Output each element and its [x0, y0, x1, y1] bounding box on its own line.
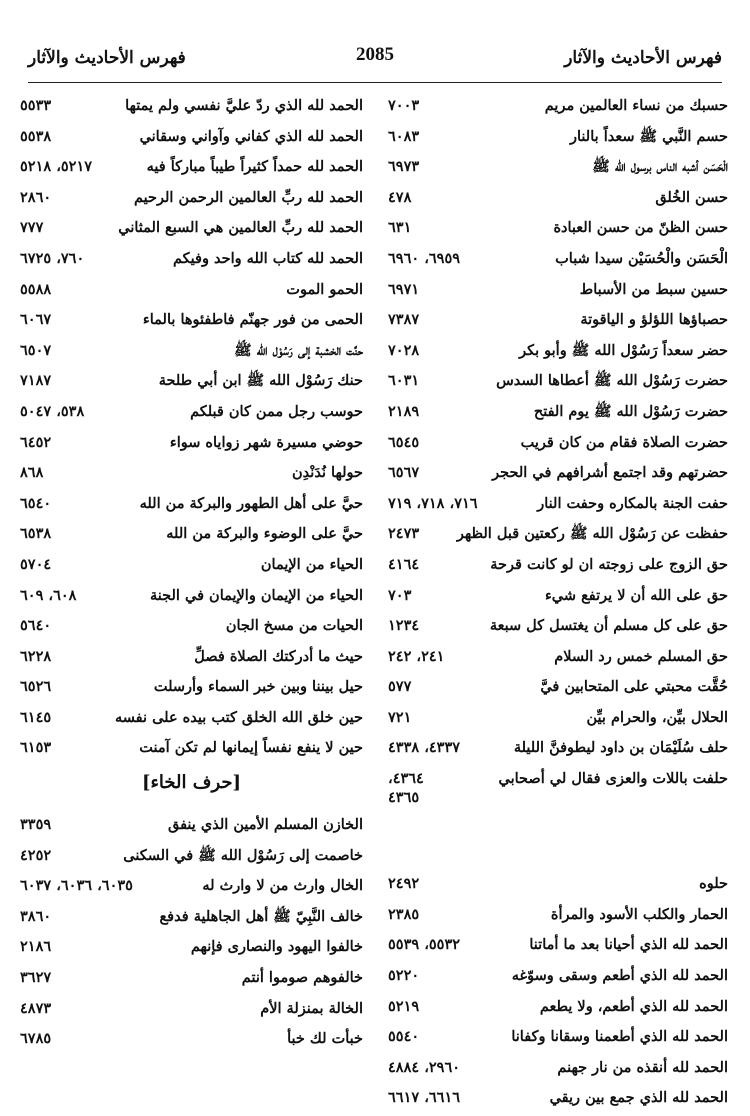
entry-refs: ٦٢٢٨	[20, 647, 52, 665]
entry-text: حيَّ على الوضوء والبركة من الله	[166, 525, 363, 543]
entry-refs: ٦٧٨٥	[20, 1030, 52, 1048]
entry-text: حوسب رجل ممن كان قبلكم	[190, 402, 363, 420]
entry-refs: ٧٣٨٧	[388, 311, 420, 329]
entry-refs: ٦٤٥٢	[20, 433, 52, 451]
page-header	[28, 42, 722, 83]
entry-text: حسم النَّبي ﷺ سعداً بالنار	[570, 127, 728, 145]
entry-text: حضرت الصلاة فقام من كان قريب	[520, 433, 728, 451]
index-entry	[20, 902, 363, 933]
index-entry	[20, 458, 363, 489]
index-entry	[388, 703, 728, 734]
entry-refs: ٦٥٣٨	[20, 525, 52, 543]
index-entry	[388, 213, 728, 244]
entry-text: الحمو الموت	[286, 280, 363, 298]
entry-text: حُقَّت محبتي على المتحابين فيَّ	[540, 678, 728, 696]
index-entry	[388, 581, 728, 612]
index-entry	[388, 900, 728, 931]
entry-refs: ٦١٥٣	[20, 739, 52, 757]
entry-text: حوضي مسيرة شهر زواياه سواء	[169, 433, 363, 451]
index-entry	[20, 397, 363, 428]
entry-text: الحمد لله الذي أطعم وسقى وسوّغه	[511, 967, 728, 985]
index-entry	[388, 672, 728, 703]
index-entry	[20, 733, 363, 764]
entry-refs: ٣٨٦٠	[20, 907, 52, 925]
entry-refs: ٢١٨٦	[20, 938, 52, 956]
entry-text: حيث ما أدركتك الصلاة فصلِّ	[194, 647, 363, 665]
entry-text: الحمد لله الذي أطعم، ولا يطعم	[539, 997, 728, 1015]
index-entry	[388, 489, 728, 520]
index-entry	[20, 213, 363, 244]
entry-refs: ٥٥٣٨	[20, 127, 52, 145]
entry-refs: ٥٢١٧، ٥٢١٨	[20, 158, 93, 176]
entry-refs: ٢٤٩٢	[388, 875, 420, 893]
section-heading-row	[20, 764, 363, 810]
entry-refs: ٦٥٠٧	[20, 341, 52, 359]
index-entry	[388, 992, 728, 1023]
entry-text: خالف النَّبِيّ ﷺ أهل الجاهلية فدفع	[159, 907, 363, 925]
entry-text: الْحَسَن والْحُسَيْن سيدا شباب	[555, 249, 728, 267]
entry-refs: ٨٦٨	[20, 464, 44, 482]
entry-refs: ٧٠٢٨	[388, 341, 420, 359]
entry-text: حضر سعداً رَسُوْل الله ﷺ وأبو بكر	[519, 341, 728, 359]
entry-refs: ٢٤١، ٢٤٢	[388, 647, 445, 665]
index-entry	[388, 458, 728, 489]
entry-refs: ٥٧٧	[388, 678, 412, 696]
index-entry	[388, 122, 728, 153]
index-entry	[388, 305, 728, 336]
entry-text: حيل بيننا وبين خبر السماء وأرسلت	[153, 678, 363, 696]
entry-text: خالفوهم صوموا أنتم	[241, 969, 363, 987]
entry-refs: ٣٦٢٧	[20, 969, 52, 987]
entry-text: الحمد لله حمداً كثيراً طيباً مباركاً فيه	[146, 158, 363, 176]
entry-refs: ٦٠٨، ٦٠٩	[20, 586, 77, 604]
entry-text: حسين سبط من الأسباط	[579, 280, 728, 298]
index-entry	[388, 397, 728, 428]
entry-text: الحمى من فور جهنّم فاطفئوها بالماء	[142, 311, 363, 329]
entry-refs: ١٢٣٤	[388, 617, 420, 635]
index-entry	[388, 611, 728, 642]
entry-text: خالفوا اليهود والنصارى فإنهم	[190, 938, 363, 956]
index-entry	[20, 122, 363, 153]
entry-text: حفت الجنة بالمكاره وحفت النار	[537, 494, 728, 512]
index-entry	[20, 550, 363, 581]
index-entry	[388, 519, 728, 550]
entry-refs: ٣٣٥٩	[20, 816, 52, 834]
entry-text: الحمد لله الذي أحيانا بعد ما أماتنا	[529, 936, 728, 954]
index-entry	[20, 152, 363, 183]
index-entry	[20, 91, 363, 122]
index-entry	[388, 152, 728, 183]
entry-text: حضرتهم وقد اجتمع أشرافهم في الحجر	[492, 464, 728, 482]
entry-text: الْحَسَن أشبه الناس برسول الله ﷺ	[592, 158, 728, 176]
entry-text: حضرت رَسُوْل الله ﷺ أعطاها السدس	[496, 372, 728, 390]
page-number: 2085	[356, 44, 394, 65]
entry-refs: ٤١٦٤	[388, 555, 420, 573]
running-title-right: فهرس الأحاديث والآثار	[564, 48, 722, 68]
entry-text: حصباؤها اللؤلؤ و الياقوتة	[580, 311, 728, 329]
index-entry	[388, 275, 728, 306]
entry-text: الخازن المسلم الأمين الذي ينفق	[167, 816, 363, 834]
entry-refs: ٢٩٦٠، ٤٨٨٤	[388, 1058, 461, 1076]
entry-text: حسن الخُلق	[655, 188, 728, 206]
entry-text: الحيات من مسخ الجان	[225, 617, 363, 635]
index-entry	[388, 1022, 728, 1053]
entry-refs: ٧٠٣	[388, 586, 412, 604]
index-entry	[388, 930, 728, 961]
entry-refs: ٢٤٧٣	[388, 525, 420, 543]
entry-text: الخال وارث من لا وارث له	[202, 877, 363, 895]
index-entry	[20, 703, 363, 734]
index-entry	[20, 275, 363, 306]
entry-text: الحمد لله أنقذه من نار جهنم	[557, 1058, 728, 1076]
index-entry	[20, 672, 363, 703]
index-entry	[20, 810, 363, 841]
index-entry	[20, 1024, 363, 1055]
entry-refs: ٦٦١٦، ٦٦١٧	[388, 1089, 461, 1107]
index-entry	[20, 519, 363, 550]
entry-refs: ٦٠٦٧	[20, 311, 52, 329]
index-entry	[20, 336, 363, 367]
entry-refs: ٥٥٨٨	[20, 280, 52, 298]
index-entry	[388, 869, 728, 900]
index-entry	[20, 244, 363, 275]
index-entry	[20, 871, 363, 902]
entry-text: حق المسلم خمس رد السلام	[554, 647, 728, 665]
entry-text: حضرت رَسُوْل الله ﷺ يوم الفتح	[533, 402, 728, 420]
entry-text: الحمد لله ربِّ العالمين الرحمن الرحيم	[133, 188, 363, 206]
entry-refs: ٦٣١	[388, 219, 412, 237]
entry-text: الحمد لله الذي كفاني وآواني وسقاني	[139, 127, 363, 145]
entry-refs: ٤٢٥٢	[20, 846, 52, 864]
index-entry	[388, 550, 728, 581]
index-entry	[20, 841, 363, 872]
index-entry	[388, 428, 728, 459]
index-entry	[20, 428, 363, 459]
entry-refs: ٤٣٣٧، ٤٣٣٨	[388, 739, 461, 757]
entry-spacer	[388, 825, 728, 869]
entry-text: حق على كل مسلم أن يغتسل كل سبعة	[489, 617, 728, 635]
entry-text: خبأت لك خبأ	[287, 1030, 363, 1048]
entry-text: حلوه	[699, 875, 728, 893]
entry-text: الحياء من الإيمان	[260, 555, 363, 573]
entry-refs: ٧٧٧	[20, 219, 44, 237]
entry-refs: ٥٣٨، ٥٠٤٧	[20, 402, 85, 420]
index-entry	[20, 994, 363, 1025]
entry-refs: ٥٥٣٣	[20, 97, 52, 114]
entry-refs: ٥٢١٩	[388, 997, 420, 1015]
index-column-left	[20, 91, 363, 1055]
entry-refs: ٢١٨٩	[388, 402, 420, 420]
entry-refs: ٦٠٨٣	[388, 127, 420, 145]
entry-text: حفظت عن رَسُوْل الله ﷺ ركعتين قبل الظهر	[456, 525, 728, 543]
entry-refs: ٦٠٣٥، ٦٠٣٦، ٦٠٣٧	[20, 877, 133, 895]
entry-text: حق على الله أن لا يرتفع شيء	[544, 586, 728, 604]
section-heading: [حرف الخاء]	[141, 772, 242, 794]
entry-text: حسن الظنّ من حسن العبادة	[553, 219, 728, 237]
entry-text: الحمد لله الذي ردّ عليَّ نفسي ولم يمتها	[125, 97, 363, 114]
entry-refs: ٦٩٥٩، ٦٩٦٠	[388, 249, 461, 267]
index-entry	[388, 244, 728, 275]
index-entry	[20, 489, 363, 520]
entry-text: حسبك من نساء العالمين مريم	[544, 97, 728, 114]
entry-text: الحمد لله الذي أطعمنا وسقانا وكفانا	[511, 1028, 728, 1046]
entry-refs: ٤٨٧٣	[20, 999, 52, 1017]
entry-refs: ٦٥٢٦	[20, 678, 52, 696]
entry-text: حيَّ على أهل الطهور والبركة من الله	[139, 494, 363, 512]
entry-text: الخالة بمنزلة الأم	[260, 999, 363, 1017]
entry-refs: ٧١٦، ٧١٨، ٧١٩	[388, 494, 478, 512]
entry-text: الحياء من الإيمان والإيمان في الجنة	[149, 586, 363, 604]
entry-text: خاصمت إلى رَسُوْل الله ﷺ في السكنى	[123, 846, 363, 864]
entry-refs: ٥٥٣٢، ٥٥٣٩	[388, 936, 461, 954]
entry-refs: ٧١٨٧	[20, 372, 52, 390]
entry-refs: ٥٢٢٠	[388, 967, 420, 985]
index-entry	[388, 788, 728, 826]
index-entry	[388, 183, 728, 214]
index-entry	[388, 366, 728, 397]
entry-text: الحمد لله ربِّ العالمين هي السبع المثاني	[118, 219, 363, 237]
entry-refs: ٥٦٤٠	[20, 617, 52, 635]
entry-refs: ٢٣٨٥	[388, 905, 420, 923]
index-entry	[20, 642, 363, 673]
entry-refs: ٤٣٦٤،	[388, 770, 424, 788]
index-entry	[388, 1083, 728, 1114]
entry-text: حنَّت الخشبة إلى رَسُوْل الله ﷺ	[234, 341, 363, 359]
entry-text: حين لا ينفع نفساً إيمانها لم تكن آمنت	[139, 739, 363, 757]
entry-text: حلفت باللات والعزى فقال لي أصحابي	[498, 770, 728, 788]
entry-refs: ٦١٤٥	[20, 708, 52, 726]
index-entry	[388, 336, 728, 367]
entry-refs: ٦٩٧٣	[388, 158, 420, 176]
entry-text: حولها نُدَنْدِن	[292, 464, 363, 482]
entry-refs: ٧٦٠، ٦٧٢٥	[20, 249, 85, 267]
index-column-right	[388, 91, 728, 1114]
entry-text: الحمد لله الذي جمع بين ريقي	[549, 1089, 728, 1107]
entry-refs: ٥٥٤٠	[388, 1028, 420, 1046]
entry-refs: ٦٠٣١	[388, 372, 420, 390]
entry-text: حين خلق الله الخلق كتب بيده على نفسه	[114, 708, 363, 726]
index-entry	[20, 611, 363, 642]
entry-text: الحمد لله كتاب الله واحد وفيكم	[173, 249, 363, 267]
index-entry	[20, 932, 363, 963]
index-entry	[388, 1053, 728, 1084]
index-entry	[20, 581, 363, 612]
entry-refs: ٦٩٧١	[388, 280, 420, 298]
entry-refs: ٧٠٠٣	[388, 97, 420, 114]
index-entry	[20, 963, 363, 994]
entry-text: حنك رَسُوْل الله ﷺ ابن أبي طلحة	[158, 372, 363, 390]
entry-text: الحلال بيِّن، والحرام بيِّن	[586, 708, 728, 726]
entry-refs: ٤٣٦٥	[388, 788, 420, 806]
entry-refs: ٥٧٠٤	[20, 555, 52, 573]
index-entry	[388, 764, 728, 795]
entry-text: حلف سُلَيْمَان بن داود ليطوفنَّ الليلة	[513, 739, 728, 757]
running-title-left: فهرس الأحاديث والآثار	[28, 48, 186, 68]
entry-refs: ٦٥٤٠	[20, 494, 52, 512]
index-entry	[388, 961, 728, 992]
index-entry	[388, 733, 728, 764]
entry-refs: ٦٥٦٧	[388, 464, 420, 482]
entry-refs: ٧٢١	[388, 708, 412, 726]
index-entry	[388, 642, 728, 673]
index-entry	[20, 183, 363, 214]
index-entry	[388, 91, 728, 122]
entry-text: حق الزوج على زوجته ان لو كانت قرحة	[490, 555, 728, 573]
index-entry	[20, 366, 363, 397]
index-entry	[20, 305, 363, 336]
entry-refs: ٤٧٨	[388, 188, 412, 206]
entry-refs: ٦٥٤٥	[388, 433, 420, 451]
entry-refs: ٢٨٦٠	[20, 188, 52, 206]
entry-text: الحمار والكلب الأسود والمرأة	[550, 905, 728, 923]
